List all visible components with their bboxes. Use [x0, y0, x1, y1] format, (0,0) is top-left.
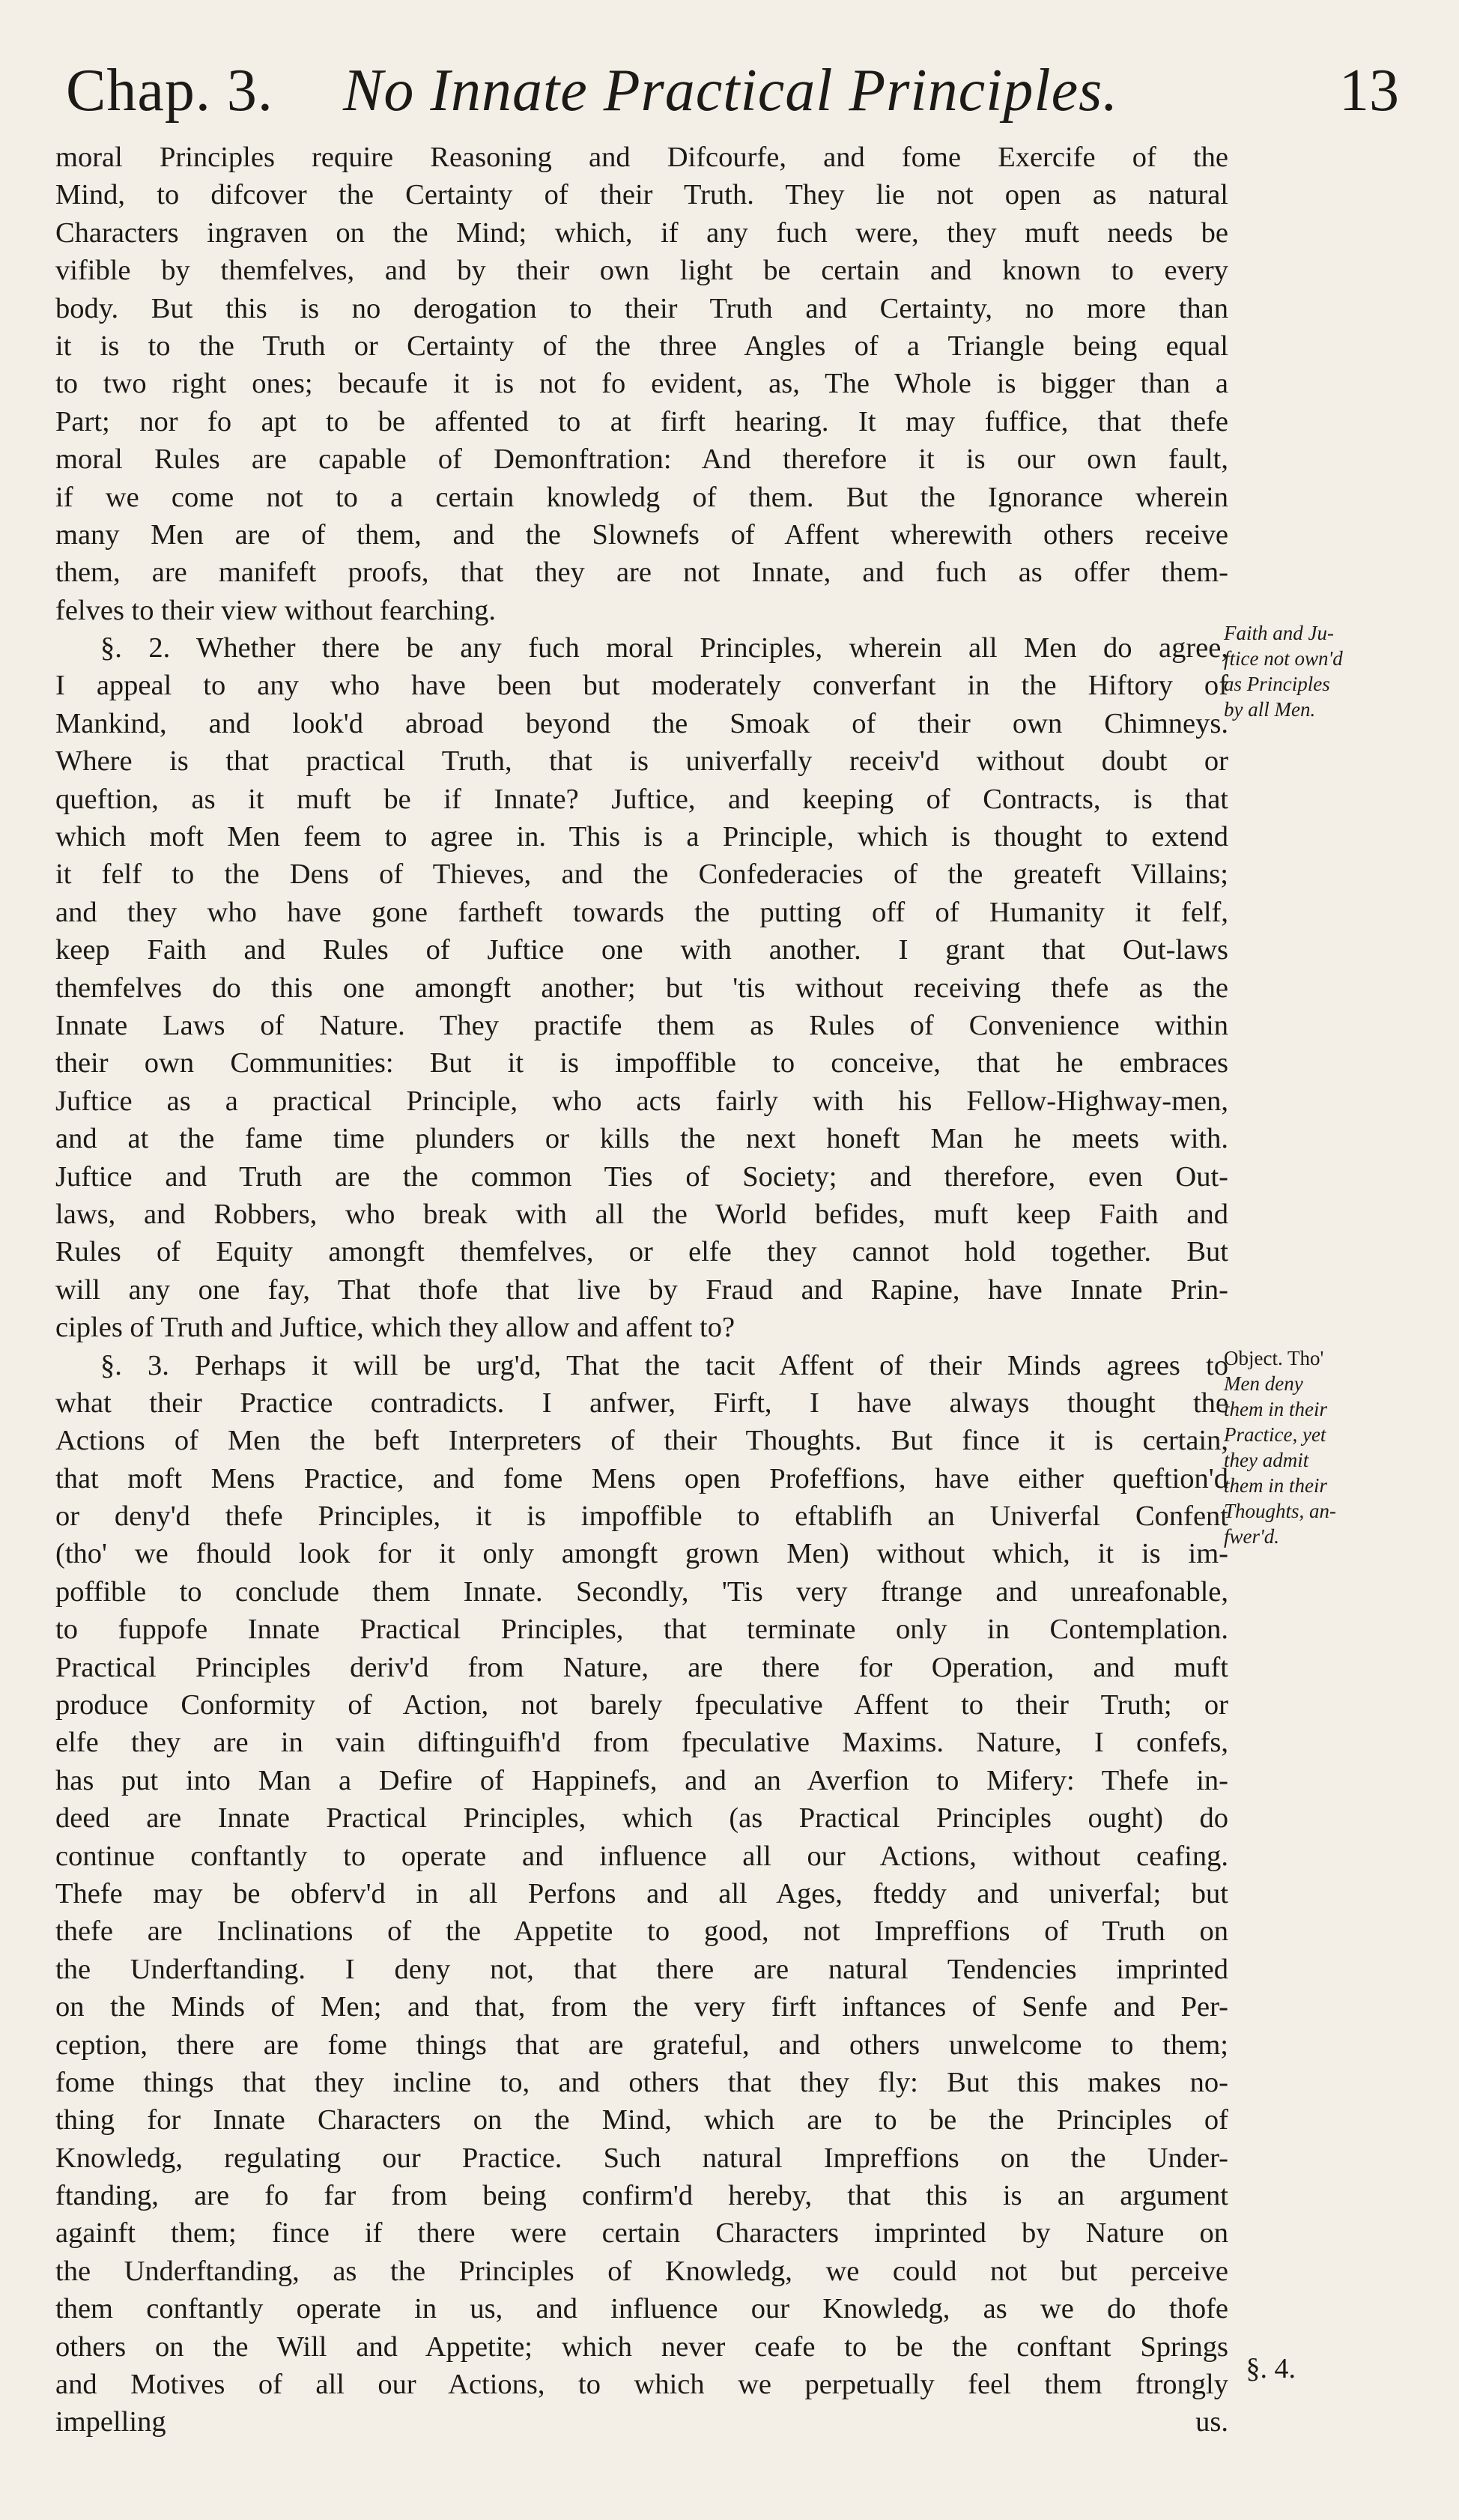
text-line: Rules of Equity amongft themfelves, or elfe they cannot hold together. But: [55, 1236, 1228, 1268]
text-line: moral Principles require Reasoning and Difcourfe, and fome Exercife of the: [55, 142, 1228, 173]
text-line: the Underftanding. I deny not, that there are natural Tendencies imprinted: [55, 1953, 1228, 1985]
text-line: impelling us.: [55, 2406, 1228, 2438]
text-line: produce Conformity of Action, not barely fpeculative Affent to their Truth; or: [55, 1689, 1228, 1721]
text-line: Characters ingraven on the Mind; which, if any fuch were, they muft needs be: [55, 216, 1228, 249]
text-line: keep Faith and Rules of Juftice one with another. I grant that Out-laws: [55, 934, 1228, 966]
text-line: felves to their view without fearching.: [55, 594, 497, 626]
text-line: Practical Principles deriv'd from Nature, are there for Operation, and muft: [55, 1651, 1228, 1683]
text-line: thefe are Inclinations of the Appetite to good, not Impreffions of Truth on: [55, 1915, 1228, 1948]
text-line: Where is that practical Truth, that is univerfally receiv'd without doubt or: [55, 745, 1228, 778]
marginal-note-line: ftice not own'd: [1224, 647, 1343, 670]
text-line: them conftantly operate in us, and influence our Knowledg, as we do thofe: [55, 2293, 1228, 2325]
text-line: on the Minds of Men; and that, from the very firft inftances of Senfe and Per-: [55, 1991, 1228, 2023]
text-line: (tho' we fhould look for it only amongft grown Men) without which, it is im-: [55, 1538, 1228, 1570]
text-line: Thefe may be obferv'd in all Perfons and all Ages, fteddy and univerfal; but: [55, 1877, 1228, 1909]
body-text: [55, 139, 1228, 2441]
text-line: body. But this is no derogation to their Truth and Certainty, no more than: [55, 292, 1228, 324]
text-line: laws, and Robbers, who break with all the World befides, muft keep Faith and: [55, 1198, 1228, 1230]
text-line: that moft Mens Practice, and fome Mens open Profeffions, have either queftion'd: [55, 1462, 1228, 1494]
text-line: and they who have gone fartheft towards the putting off of Humanity it felf,: [55, 896, 1228, 928]
text-line: ception, there are fome things that are grateful, and others unwelcome to them;: [55, 2029, 1228, 2061]
marginal-note-line: Faith and Ju-: [1224, 622, 1334, 644]
marginal-note-line: Practice, yet: [1224, 1423, 1326, 1446]
text-line: thing for Innate Characters on the Mind, which are to be the Principles of: [55, 2104, 1228, 2136]
page-number: 13: [1339, 58, 1399, 124]
running-header: [66, 49, 1399, 147]
text-line: to two right ones; becaufe it is not fo evident, as, The Whole is bigger than a: [55, 368, 1228, 400]
text-line: themfelves do this one amongft another; but 'tis without receiving thefe as the: [55, 972, 1228, 1004]
marginal-note-line: Men deny: [1224, 1372, 1303, 1395]
text-line: or deny'd thefe Principles, it is impoffible to eftablifh an Univerfal Confent: [55, 1500, 1228, 1533]
marginal-note-section-2: [1224, 620, 1384, 722]
text-line: them, are manifeft proofs, that they are not Innate, and fuch as offer them-: [55, 557, 1228, 589]
text-line: fome things that they incline to, and others that they fly: But this makes no-: [55, 2066, 1228, 2098]
text-line: Part; nor fo apt to be affented to at firft hearing. It may fuffice, that thefe: [55, 405, 1228, 437]
marginal-note-line: Object. Tho': [1224, 1347, 1324, 1369]
catchword: §. 4.: [1246, 2353, 1296, 2384]
marginal-note-line: as Principles: [1224, 673, 1330, 695]
text-line: which moft Men feem to agree in. This is a Principle, which is thought to extend: [55, 821, 1228, 853]
text-line: I appeal to any who have been but moderately converfant in the Hiftory of: [55, 670, 1228, 702]
chapter-label: Chap. 3.: [66, 58, 273, 124]
text-line: and at the fame time plunders or kills the next honeft Man he meets with.: [55, 1123, 1228, 1155]
text-line: to fuppofe Innate Practical Principles, that terminate only in Contemplation.: [55, 1614, 1228, 1646]
text-line: Mind, to difcover the Certainty of their Truth. They lie not open as natural: [55, 179, 1228, 211]
text-line: queftion, as it muft be if Innate? Juftice, and keeping of Contracts, is that: [55, 783, 1228, 815]
text-line: vifible by themfelves, and by their own light be certain and known to every: [55, 255, 1228, 287]
text-line: Juftice and Truth are the common Ties of Society; and therefore, even Out-: [55, 1160, 1228, 1193]
text-line: many Men are of them, and the Slownefs of Affent wherewith others receive: [55, 518, 1228, 551]
text-line: Mankind, and look'd abroad beyond the Smoak of their own Chimneys.: [55, 707, 1228, 739]
text-line: deed are Innate Practical Principles, which (as Practical Principles ought) do: [55, 1802, 1228, 1835]
text-line: Actions of Men the beft Interpreters of their Thoughts. But fince it is certain,: [55, 1425, 1228, 1457]
text-line: ciples of Truth and Juftice, which they allow and affent to?: [55, 1312, 735, 1344]
marginal-note-line: by all Men.: [1224, 698, 1316, 721]
text-line: Juftice as a practical Principle, who acts fairly with his Fellow-Highway-men,: [55, 1085, 1228, 1117]
text-line: againft them; fince if there were certain Characters imprinted by Nature on: [55, 2217, 1228, 2250]
text-line: the Underftanding, as the Principles of Knowledg, we could not but perceive: [55, 2255, 1228, 2287]
text-line: poffible to conclude them Innate. Secondly, 'Tis very ftrange and unreafonable,: [55, 1575, 1228, 1608]
text-line: Knowledg, regulating our Practice. Such natural Impreffions on the Under-: [55, 2142, 1228, 2174]
running-title: No Innate Practical Principles.: [343, 58, 1119, 124]
text-line: what their Practice contradicts. I anfwer, Firft, I have always thought the: [55, 1387, 1228, 1419]
text-line: it felf to the Dens of Thieves, and the Confederacies of the greateft Villains;: [55, 858, 1228, 891]
text-line: ftanding, are fo far from being confirm'd hereby, that this is an argument: [55, 2180, 1228, 2212]
marginal-note-line: they admit: [1224, 1449, 1309, 1471]
text-line: if we come not to a certain knowledg of them. But the Ignorance wherein: [55, 481, 1228, 513]
text-line: Innate Laws of Nature. They practife them as Rules of Convenience within: [55, 1009, 1228, 1041]
text-line: their own Communities: But it is impoffible to conceive, that he embraces: [55, 1047, 1228, 1079]
marginal-note-section-3: [1224, 1345, 1384, 1549]
text-line: §. 2. Whether there be any fuch moral Principles, wherein all Men do agree,: [100, 632, 1228, 664]
text-line: §. 3. Perhaps it will be urg'd, That the tacit Affent of their Minds agrees to: [100, 1349, 1228, 1381]
marginal-note-line: Thoughts, an-: [1224, 1500, 1337, 1522]
text-line: and Motives of all our Actions, to which we perpetually feel them ftrongly: [55, 2369, 1228, 2401]
marginal-note-line: them in their: [1224, 1474, 1327, 1497]
text-line: will any one fay, That thofe that live by Fraud and Rapine, have Innate Prin-: [55, 1273, 1228, 1306]
text-line: moral Rules are capable of Demonftration: And therefore it is our own fault,: [55, 443, 1228, 476]
text-line: elfe they are in vain diftinguifh'd from fpeculative Maxims. Nature, I confefs,: [55, 1727, 1228, 1759]
text-line: continue conftantly to operate and influence all our Actions, without ceafing.: [55, 1840, 1228, 1872]
marginal-note-line: fwer'd.: [1224, 1525, 1280, 1548]
text-line: others on the Will and Appetite; which never ceafe to be the conftant Springs: [55, 2330, 1228, 2363]
marginal-note-line: them in their: [1224, 1398, 1327, 1420]
text-line: it is to the Truth or Certainty of the three Angles of a Triangle being equal: [55, 330, 1228, 362]
text-line: has put into Man a Defire of Happinefs, and an Averfion to Mifery: Thefe in-: [55, 1764, 1228, 1796]
